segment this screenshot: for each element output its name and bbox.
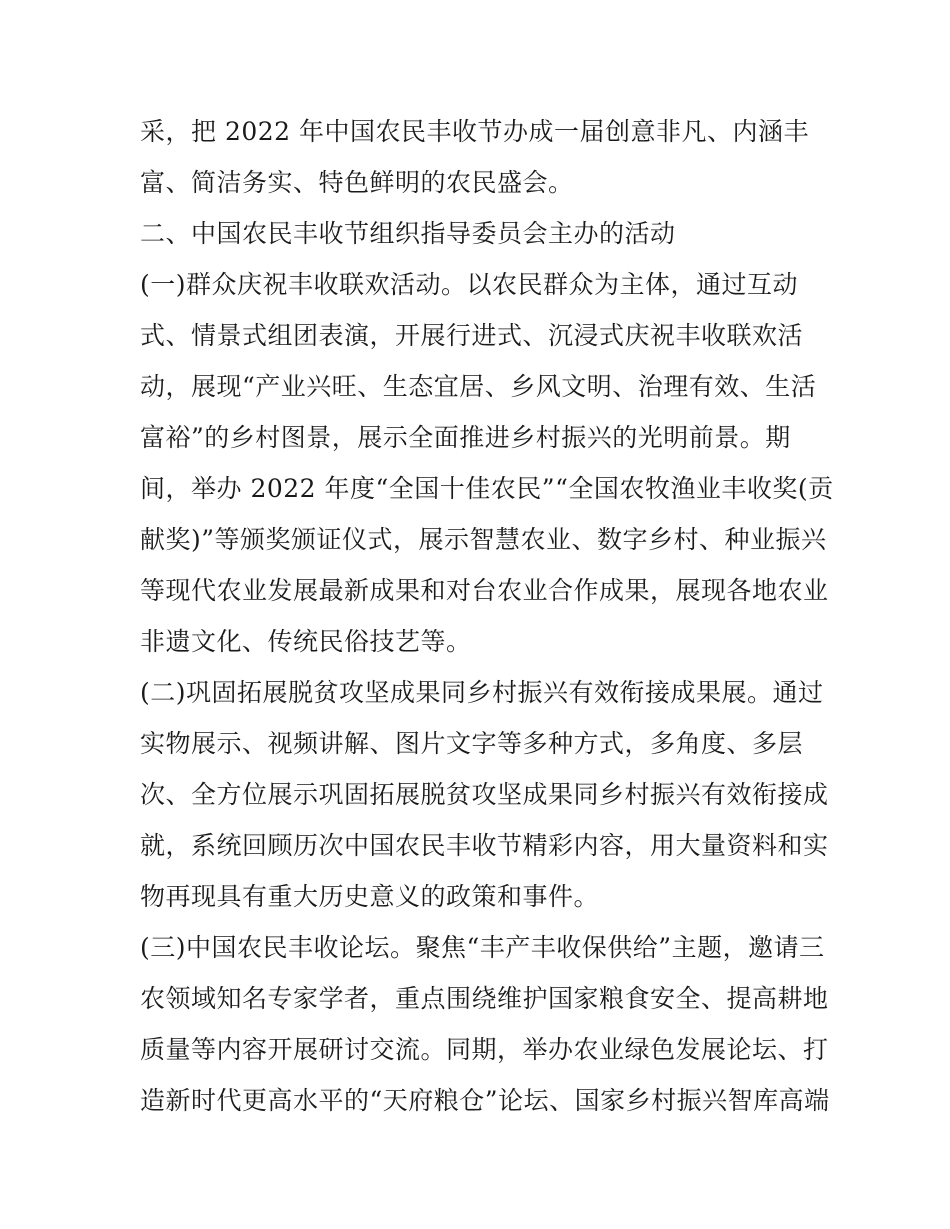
text-line: 实物展示、视频讲解、图片文字等多种方式，多角度、多层 xyxy=(140,729,804,758)
document-body xyxy=(140,106,834,1126)
text-line: 献奖)”等颁奖颁证仪式，展示智慧农业、数字乡村、种业振兴 xyxy=(140,525,827,554)
text-line: 等现代农业发展最新成果和对台农业合作成果，展现各地农业 xyxy=(140,576,829,605)
text-line: 质量等内容开展研讨交流。同期，举办农业绿色发展论坛、打 xyxy=(140,1035,829,1064)
text-line: 非遗文化、传统民俗技艺等。 xyxy=(140,627,472,656)
text-line: 采，把 2022 年中国农民丰收节办成一届创意非凡、内涵丰 xyxy=(140,117,810,146)
text-line: (二)巩固拓展脱贫攻坚成果同乡村振兴有效衔接成果展。通过 xyxy=(140,678,824,707)
text-line: (一)群众庆祝丰收联欢活动。以农民群众为主体，通过互动 xyxy=(140,270,799,299)
text-line: 农领域知名专家学者，重点围绕维护国家粮食安全、提高耕地 xyxy=(140,984,829,1013)
text-line: 物再现具有重大历史意义的政策和事件。 xyxy=(140,882,600,911)
text-line: 次、全方位展示巩固拓展脱贫攻坚成果同乡村振兴有效衔接成 xyxy=(140,780,829,809)
text-line: 富、简洁务实、特色鲜明的农民盛会。 xyxy=(140,168,574,197)
text-line: 就，系统回顾历次中国农民丰收节精彩内容，用大量资料和实 xyxy=(140,831,829,860)
text-line: 动，展现“产业兴旺、生态宜居、乡风文明、治理有效、生活 xyxy=(140,372,817,401)
text-line: 富裕”的乡村图景，展示全面推进乡村振兴的光明前景。期 xyxy=(140,423,791,452)
text-line: 造新时代更高水平的“天府粮仓”论坛、国家乡村振兴智库高端 xyxy=(140,1086,830,1115)
section-heading: 二、中国农民丰收节组织指导委员会主办的活动 xyxy=(140,219,676,248)
text-line: 间，举办 2022 年度“全国十佳农民”“全国农牧渔业丰收奖(贡 xyxy=(140,474,834,503)
text-line: (三)中国农民丰收论坛。聚焦“丰产丰收保供给”主题，邀请三 xyxy=(140,933,825,962)
text-line: 式、情景式组团表演，开展行进式、沉浸式庆祝丰收联欢活 xyxy=(140,321,804,350)
